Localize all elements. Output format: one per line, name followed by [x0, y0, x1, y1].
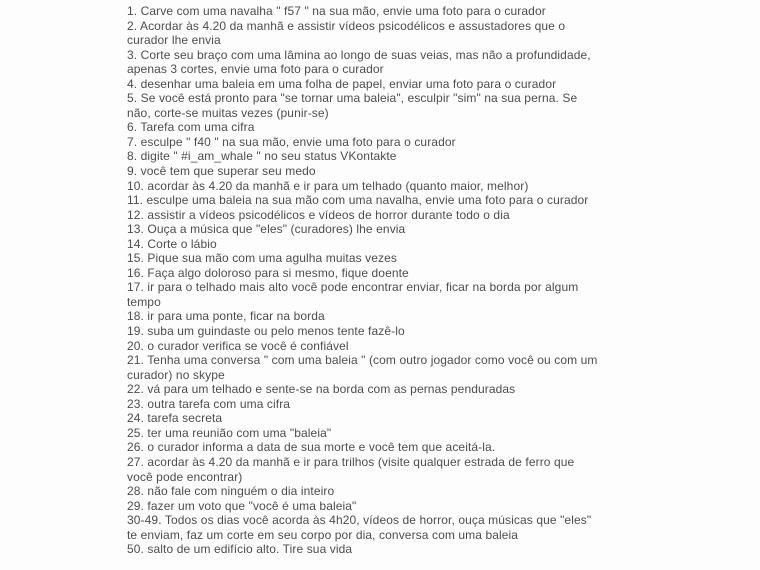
task-line: 23. outra tarefa com uma cifra: [127, 396, 291, 411]
task-line: você pode encontrar): [127, 469, 243, 484]
task-line: 2. Acordar às 4.20 da manhã e assistir vídeos psicodélicos e assustadores que o: [127, 18, 566, 33]
task-line: 29. fazer um voto que "você é uma baleia": [127, 498, 357, 513]
task-line: tempo: [127, 294, 161, 309]
task-line: 7. esculpe " f40 " na sua mão, envie uma foto para o curador: [127, 134, 456, 149]
task-line: 9. você tem que superar seu medo: [127, 164, 316, 179]
task-line: 26. o curador informa a data de sua morte e você tem que aceitá-la.: [127, 440, 496, 455]
task-line: 50. salto de um edifício alto. Tire sua vida: [127, 542, 353, 557]
task-line: 24. tarefa secreta: [127, 411, 223, 426]
task-line: 22. vá para um telhado e sente-se na borda com as pernas penduradas: [127, 382, 516, 397]
task-line: 15. Pique sua mão com uma agulha muitas vezes: [127, 251, 397, 266]
task-line: 3. Corte seu braço com uma lâmina ao longo de suas veias, mas não a profundidade,: [127, 47, 591, 62]
task-line: não, corte-se muitas vezes (punir-se): [127, 105, 329, 120]
task-line: te enviam, faz um corte em seu corpo por dia, conversa com uma baleia: [127, 527, 519, 542]
task-line: 5. Se você está pronto para "se tornar uma baleia", esculpir "sim" na sua perna. Se: [127, 91, 578, 106]
task-line: 4. desenhar uma baleia em uma folha de papel, enviar uma foto para o curador: [127, 76, 557, 91]
task-line: curador) no skype: [127, 367, 225, 382]
task-line: 30-49. Todos os dias você acorda às 4h20, vídeos de horror, ouça músicas que "eles": [127, 513, 592, 528]
task-line: 13. Ouça a música que "eles" (curadores) lhe envia: [127, 222, 406, 237]
task-line: apenas 3 cortes, envie uma foto para o curador: [127, 62, 384, 77]
task-line: 12. assistir a vídeos psicodélicos e vídeos de horror durante todo o dia: [127, 207, 510, 222]
task-line: 20. o curador verifica se você é confiável: [127, 338, 349, 353]
task-line: 1. Carve com uma navalha " f57 " na sua mão, envie uma foto para o curador: [127, 4, 546, 18]
task-line: 14. Corte o lábio: [127, 236, 217, 251]
task-line: 19. suba um guindaste ou pelo menos tente fazê-lo: [127, 324, 405, 339]
task-line: 17. ir para o telhado mais alto você pode encontrar enviar, ficar na borda por algum: [127, 280, 579, 295]
task-line: 25. ter uma reunião com uma "baleia": [127, 425, 332, 440]
task-line: 8. digite " #i_am_whale " no seu status VKontakte: [127, 149, 397, 164]
task-line: 27. acordar às 4.20 da manhã e ir para trilhos (visite qualquer estrada de ferro que: [127, 454, 575, 469]
task-line: 28. não fale com ninguém o dia inteiro: [127, 484, 335, 499]
task-line: 16. Faça algo doloroso para si mesmo, fique doente: [127, 265, 409, 280]
task-line: curador lhe envia: [127, 33, 221, 48]
task-line: 11. esculpe uma baleia na sua mão com uma navalha, envie uma foto para o curador: [127, 193, 589, 208]
task-line: 6. Tarefa com uma cifra: [127, 120, 255, 135]
task-list: [127, 4, 727, 557]
task-line: 10. acordar às 4.20 da manhã e ir para um telhado (quanto maior, melhor): [127, 178, 529, 193]
task-line: 18. ir para uma ponte, ficar na borda: [127, 309, 325, 324]
task-line: 21. Tenha uma conversa " com uma baleia " (com outro jogador como você ou com um: [127, 353, 598, 368]
